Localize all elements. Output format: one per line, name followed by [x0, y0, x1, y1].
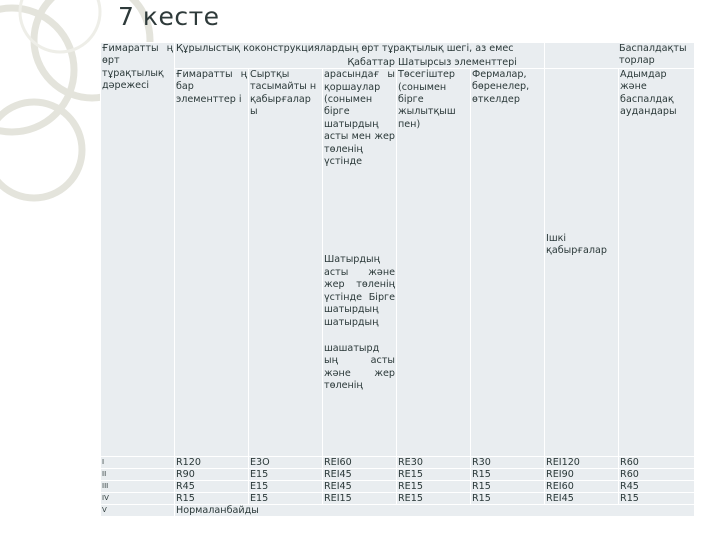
value-cell: REI45: [323, 468, 397, 480]
value-cell: R15: [471, 468, 545, 480]
value-cell: R45: [175, 480, 249, 492]
atticless-text: Төсегіштер (сонымен бірге жылытқыш пен): [398, 69, 456, 130]
atticless-label: Шатырсыз элементтері: [398, 56, 517, 68]
value-cell: E15: [249, 468, 323, 480]
value-cell: REI90: [545, 468, 619, 480]
degree-cell: II: [101, 468, 175, 480]
floors-text: арасындағ ы қоршаулар (сонымен бірге шатырдың асты мен жер төленің үстінде: [324, 69, 395, 168]
degree-cell: I: [101, 456, 175, 468]
degree-cell: V: [101, 504, 175, 516]
floors-label: Қабаттар: [347, 56, 395, 68]
group-header: Құрылыстық коконструкциялардың өрт тұрақтылық шегі, аз емес: [175, 43, 545, 69]
floors-header: [323, 56, 397, 456]
table-row: [101, 468, 695, 480]
value-cell: R15: [619, 492, 695, 504]
load-bearing-header: Ғимаратты ң бар элементтер і: [175, 68, 249, 456]
flights-header: Адымдар және баспалдақ аудандары: [619, 68, 695, 456]
value-cell: R15: [175, 492, 249, 504]
value-cell: RE30: [397, 456, 471, 468]
value-cell: R45: [619, 480, 695, 492]
slide-title: 7 кесте: [118, 2, 220, 31]
value-cell: REI45: [545, 492, 619, 504]
value-cell: R90: [175, 468, 249, 480]
value-cell: E15: [249, 480, 323, 492]
fire-resistance-table: [100, 42, 695, 517]
value-cell: R30: [471, 456, 545, 468]
value-cell: REI60: [323, 456, 397, 468]
floors-text-2: Шатырдың асты және жер төленің үстінде Бірге шатырдың шатырдың: [324, 254, 395, 328]
value-cell: R60: [619, 468, 695, 480]
table-row: [101, 480, 695, 492]
inner-walls-label: Ішкі қабырғалар: [546, 232, 607, 257]
inner-walls-header: [545, 68, 619, 456]
degree-header: Ғимаратты ң өрт тұрақтылық дәрежесі: [101, 43, 175, 457]
exterior-walls-header: Сыртқы тасымайты н қабырғалар ы: [249, 68, 323, 456]
floors-text-3: шашатырд ың асты және жер төленің: [324, 342, 395, 392]
value-cell: R15: [471, 480, 545, 492]
table-row: [101, 504, 695, 516]
table-subheader-row: [101, 68, 695, 456]
value-cell: REI45: [323, 480, 397, 492]
value-cell: R120: [175, 456, 249, 468]
trusses-header: Фермалар, бөренелер, өткелдер: [471, 68, 545, 456]
value-cell: R60: [619, 456, 695, 468]
value-cell: E3O: [249, 456, 323, 468]
value-cell: RE15: [397, 468, 471, 480]
stairs-header: Баспалдақты торлар: [545, 43, 695, 69]
value-cell: RE15: [397, 492, 471, 504]
value-cell: REI15: [323, 492, 397, 504]
value-cell: R15: [471, 492, 545, 504]
table-row: [101, 456, 695, 468]
value-cell: E15: [249, 492, 323, 504]
value-cell: REI120: [545, 456, 619, 468]
degree-cell: III: [101, 480, 175, 492]
value-cell: REI60: [545, 480, 619, 492]
value-cell: RE15: [397, 480, 471, 492]
not-normalized-cell: Нормаланбайды: [175, 504, 695, 516]
degree-cell: IV: [101, 492, 175, 504]
table-row: [101, 492, 695, 504]
